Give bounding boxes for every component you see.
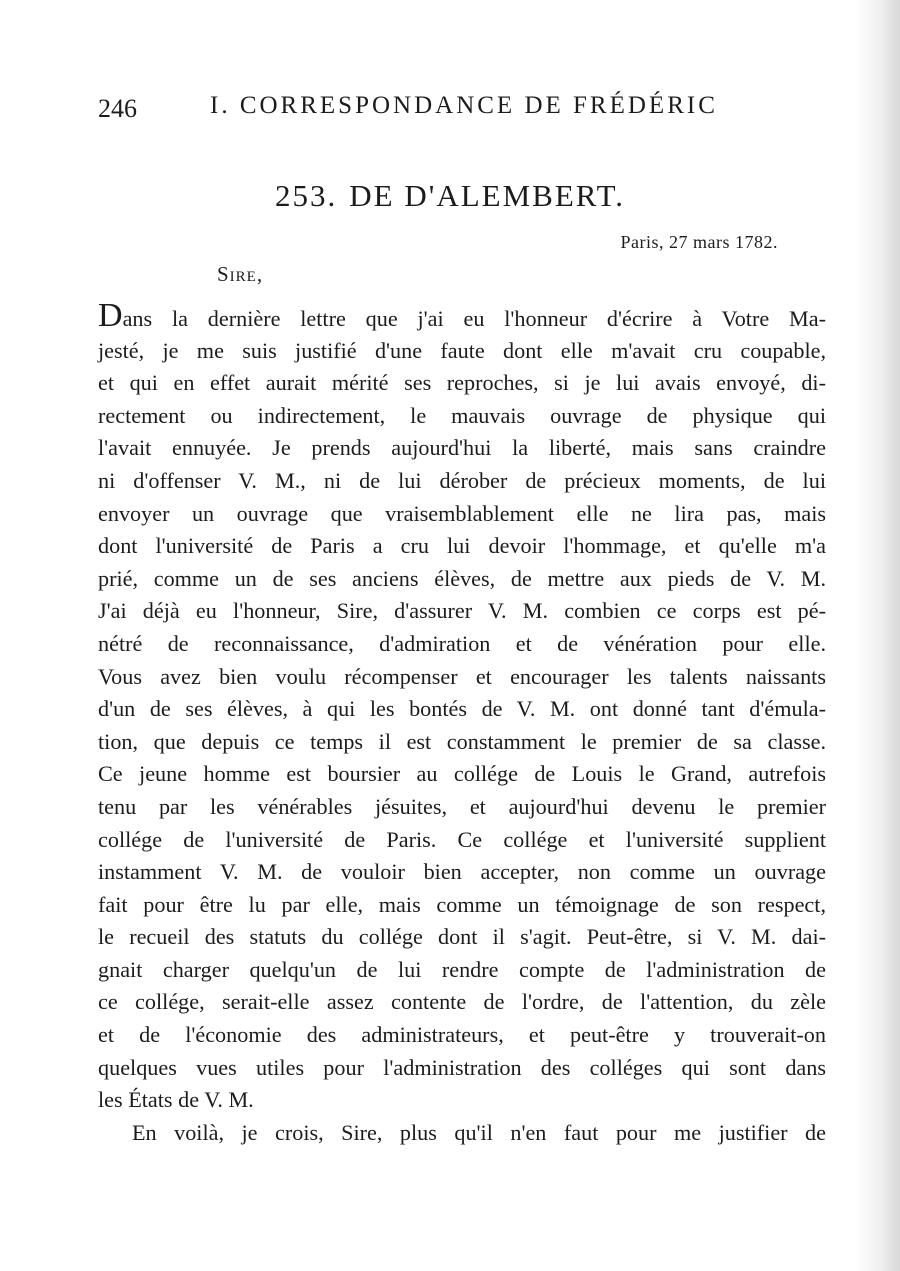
body-line: J'ai déjà eu l'honneur, Sire, d'assurer V. M. combien ce corps est pé-	[98, 598, 826, 624]
page-number: 246	[98, 94, 137, 123]
body-line: quelques vues utiles pour l'administration des colléges qui sont dans	[98, 1054, 826, 1080]
letter-body	[98, 297, 826, 1149]
body-line: d'un de ses élèves, à qui les bontés de V. M. ont donné tant d'émula-	[98, 696, 826, 722]
body-line: l'avait ennuyée. Je prends aujourd'hui la liberté, mais sans craindre	[98, 435, 826, 461]
running-title: I. CORRESPONDANCE DE FRÉDÉRIC	[210, 92, 718, 119]
body-line: et qui en effet aurait mérité ses reproches, si je lui avais envoyé, di-	[98, 370, 826, 396]
body-line: collége de l'université de Paris. Ce collége et l'université supplient	[98, 826, 826, 852]
body-line: ni d'offenser V. M., ni de lui dérober de précieux moments, de lui	[98, 467, 826, 493]
body-line: gnait charger quelqu'un de lui rendre compte de l'administration de	[98, 956, 826, 982]
body-line: tion, que depuis ce temps il est constamment le premier de sa classe.	[98, 728, 826, 754]
body-line: Vous avez bien voulu récompenser et encourager les talents naissants	[98, 663, 826, 689]
body-line: fait pour être lu par elle, mais comme un témoignage de son respect,	[98, 891, 826, 917]
body-line: prié, comme un de ses anciens élèves, de mettre aux pieds de V. M.	[98, 565, 826, 591]
drop-cap: D	[98, 297, 123, 334]
letter-number: 253.	[275, 178, 338, 213]
body-line: jesté, je me suis justifié d'une faute dont elle m'avait cru coupable,	[98, 337, 826, 363]
body-line: rectement ou indirectement, le mauvais ouvrage de physique qui	[98, 402, 826, 428]
letter-title: DE D'ALEMBERT.	[349, 178, 625, 213]
body-line: le recueil des statuts du collége dont il s'agit. Peut-être, si V. M. dai-	[98, 924, 826, 950]
salutation: Sire,	[217, 262, 264, 286]
body-line: envoyer un ouvrage que vraisemblablement elle ne lira pas, mais	[98, 500, 826, 526]
body-line: Ce jeune homme est boursier au collége de Louis le Grand, autrefois	[98, 761, 826, 787]
body-line: ce collége, serait-elle assez contente de l'ordre, de l'attention, du zèle	[98, 989, 826, 1015]
dateline: Paris, 27 mars 1782.	[620, 232, 778, 252]
letter-heading	[0, 178, 900, 214]
body-line: les États de V. M.	[98, 1087, 254, 1113]
body-line: nétré de reconnaissance, d'admiration et de vénération pour elle.	[98, 630, 826, 656]
body-line: et de l'économie des administrateurs, et peut-être y trouverait-on	[98, 1022, 826, 1048]
body-line: instamment V. M. de vouloir bien accepter, non comme un ouvrage	[98, 859, 826, 885]
running-head	[98, 88, 738, 128]
body-line: Dans la dernière lettre que j'ai eu l'honneur d'écrire à Votre Ma-	[98, 297, 826, 334]
body-line: tenu par les vénérables jésuites, et aujourd'hui devenu le premier	[98, 793, 826, 819]
body-line: En voilà, je crois, Sire, plus qu'il n'en faut pour me justifier de	[132, 1119, 826, 1145]
body-line: dont l'université de Paris a cru lui devoir l'hommage, et qu'elle m'a	[98, 533, 826, 559]
